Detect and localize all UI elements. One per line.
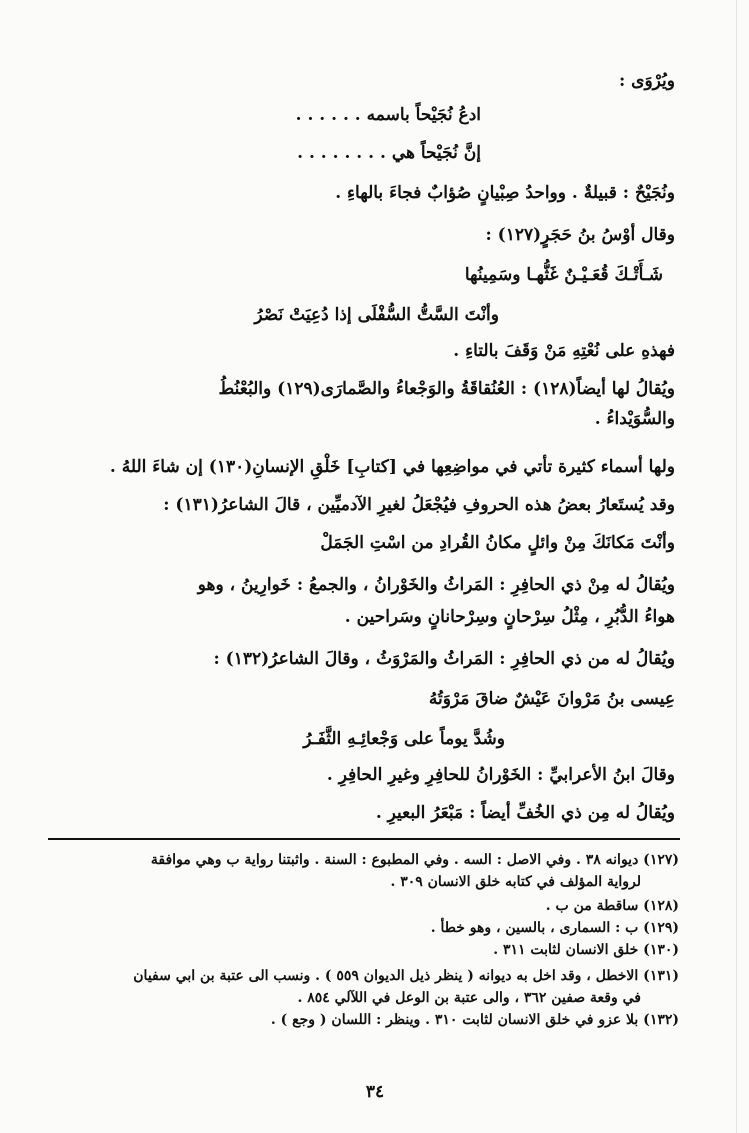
text-line: ونُجَيْحٌ : قبيلةٌ . وواحدُ صِبْيانٍ صُؤابٌ فجاءَ بالهاءِ .: [335, 183, 675, 203]
footnote-line: (١٢٨) ساقطة من ب .: [545, 898, 679, 914]
verse-hemistich: وشُدَّ يوماً على وَجْعائِـهِ الثَّفَـرُ: [303, 729, 505, 749]
verse-hemistich: شَـأَتْـكَ قُعَـيْـنٌ غَثُّهـا وسَمِينُها: [464, 265, 663, 285]
text-line: وقد يُستَعارُ بعضُ هذه الحروفِ فيُجْعَلُ لغيرِ الآدميِّين ، قالَ الشاعرُ(١٣١) :: [163, 495, 675, 515]
footnote-line: (١٣٠) خلق الانسان لثابت ٣١١ .: [493, 942, 679, 958]
text-line: هواءُ الدُّبُرِ ، مِثْلُ سِرْحانٍ وسِرْحانانٍ وسَراحين .: [344, 607, 675, 627]
verse-line: وأنْتَ مَكانَكَ مِنْ وائلٍ مكانُ القُرادِ من اسْتِ الجَمَلْ: [320, 533, 675, 553]
text-line: وقال أوْسُ بنُ حَجَرٍ(١٢٧) :: [485, 225, 675, 245]
footnote-line: (١٢٧) ديوانه ٣٨ . وفي الاصل : السه . وفي المطبوع : السنة . واثبتنا رواية ب وهي موافقة: [150, 852, 679, 868]
text-line: ولها أسماء كثيرة تأتي في مواضِعِها في [كتابِ] خَلْقِ الإنسانِ(١٣٠) إن شاءَ اللهُ .: [109, 457, 675, 477]
text-line: ويُقالُ لها أيضاً(١٢٨) : العُنُقاقَةُ والوَجْعاءُ والصَّمارَى(١٢٩) والبُعْنُطُ: [218, 379, 675, 399]
text-line: وقالَ ابنُ الأعرابيِّ : الخَوْرانُ للحافِرِ وغيرِ الحافِرِ .: [326, 765, 675, 785]
text-line: ويُقالُ له مِن ذي الخُفِّ أيضاً : مَبْعَرُ البعيرِ .: [375, 803, 675, 823]
footnote-line: (١٣١) الاخطل ، وقد اخل به ديوانه ( ينظر ذيل الديوان ٥٥٩ ) . ونسب الى عتبة بن ابي سفيان: [133, 968, 679, 984]
text-line: ويُرْوَى :: [618, 71, 675, 91]
footnote-line: في وقعة صفين ٣٦٢ ، والى عتبة بن الوعل في اللآلي ٨٥٤ .: [297, 990, 641, 1006]
verse-fragment: إنَّ نُجَيْحاً هي . . . . . . . .: [297, 143, 481, 163]
text-line: ويُقالُ له مِنْ ذي الحافِرِ : المَراثُ والخَوْرانُ ، والجمعُ : خَوارِينُ ، وهو: [197, 575, 675, 595]
text-line: فهذهِ على نُعْتِهِ مَنْ وَقَفَ بالتاءِ .: [453, 341, 675, 361]
footnote-divider: [48, 838, 680, 840]
verse-hemistich: عِيسى بنُ مَرْوانَ عَيْشٌ ضاقَ مَرْوَتُهُ: [428, 689, 675, 709]
page-edge: [736, 0, 737, 1133]
verse-fragment: ادعُ نُجَيْحاً باسمه . . . . . .: [295, 105, 481, 125]
page-number: ٣٤: [365, 1082, 385, 1102]
footnote-line: (١٣٢) بلا عزو في خلق الانسان لثابت ٣١٠ . وينظر : اللسان ( وجع ) .: [270, 1012, 679, 1028]
footnote-line: لرواية المؤلف في كتابه خلق الانسان ٣٠٩ .: [390, 874, 641, 890]
verse-hemistich: وأنْتَ السَّتُّ السُّفْلَى إذا دُعِيَتْ نَصْرُ: [254, 305, 499, 325]
footnote-line: (١٢٩) ب : السمارى ، بالسين ، وهو خطأ .: [430, 920, 679, 936]
text-line: والسُّوَيْداءُ .: [594, 409, 675, 429]
text-line: ويُقالُ له من ذي الحافِرِ : المَراثُ والمَرْوَثُ ، وقالَ الشاعرُ(١٣٢) :: [213, 649, 675, 669]
